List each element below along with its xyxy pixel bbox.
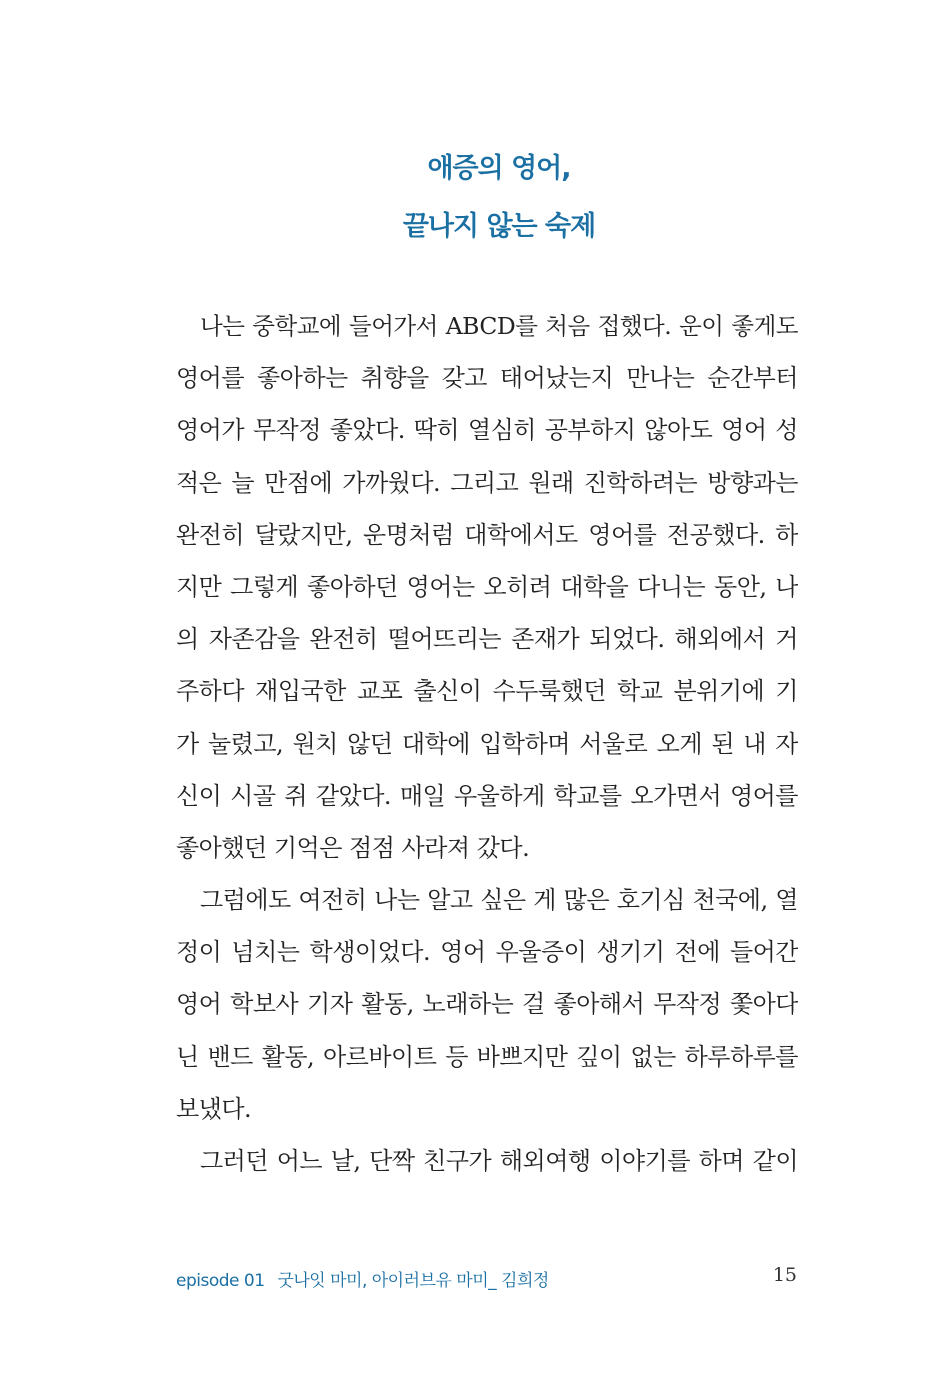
text-line: 영어를 좋아하는 취향을 갖고 태어났는지 만나는 순간부터 (176, 364, 798, 393)
chapter-title-line-2: 끝나지 않는 숙제 (402, 211, 596, 242)
running-footer (176, 1266, 549, 1291)
footer-subtitle: 굿나잇 마미, 아이러브유 마미_ 김희정 (277, 1271, 549, 1291)
text-line: 그러던 어느 날, 단짝 친구가 해외여행 이야기를 하며 같이 (200, 1147, 798, 1175)
text-line: 의 자존감을 완전히 떨어뜨리는 존재가 되었다. 해외에서 거 (176, 625, 798, 654)
text-line: 영어가 무작정 좋았다. 딱히 열심히 공부하지 않아도 영어 성 (176, 416, 798, 445)
chapter-title (0, 140, 938, 256)
text-line: 닌 밴드 활동, 아르바이트 등 바쁘지만 깊이 없는 하루하루를 (176, 1042, 798, 1071)
text-line: 그럼에도 여전히 나는 알고 싶은 게 많은 호기심 천국에, 열 (200, 886, 798, 915)
text-line: 주하다 재입국한 교포 출신이 수두룩했던 학교 분위기에 기 (176, 677, 798, 706)
text-line: 정이 넘치는 학생이었다. 영어 우울증이 생기기 전에 들어간 (176, 938, 798, 967)
text-line: 지만 그렇게 좋아하던 영어는 오히려 대학을 다니는 동안, 나 (176, 572, 798, 601)
text-line: 좋아했던 기억은 점점 사라져 갔다. (176, 833, 530, 862)
text-line: 적은 늘 만점에 가까웠다. 그리고 원래 진학하려는 방향과는 (176, 468, 798, 497)
text-line: 가 눌렸고, 원치 않던 대학에 입학하며 서울로 오게 된 내 자 (176, 729, 798, 758)
text-line: 보냈다. (176, 1094, 252, 1123)
page-number: 15 (772, 1264, 797, 1286)
text-line: 완전히 달랐지만, 운명처럼 대학에서도 영어를 전공했다. 하 (176, 520, 798, 549)
chapter-title-line-1: 애증의 영어, (427, 153, 571, 184)
footer-episode: episode 01 (176, 1271, 265, 1291)
text-line: 신이 시골 쥐 같았다. 매일 우울하게 학교를 오가면서 영어를 (176, 781, 798, 810)
text-line: 영어 학보사 기자 활동, 노래하는 걸 좋아해서 무작정 쫓아다 (176, 990, 798, 1019)
body-text (176, 300, 798, 1187)
text-line: 나는 중학교에 들어가서 ABCD를 처음 접했다. 운이 좋게도 (200, 312, 798, 340)
